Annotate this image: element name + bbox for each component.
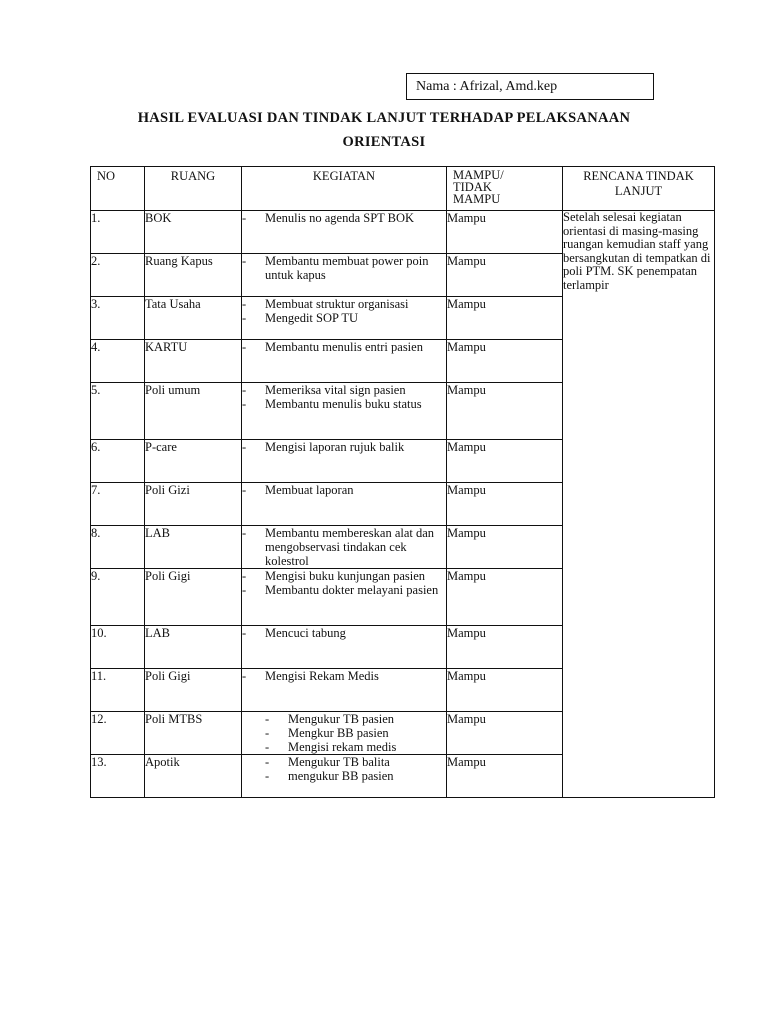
row-kegiatan bbox=[242, 669, 447, 712]
rencana-tindak-lanjut: Setelah selesai kegiatan orientasi di masing-masing ruangan kemudian staff yang bersangkutan di tempatkan di poli PTM. SK penempatan terlampir bbox=[563, 211, 715, 798]
row-mampu: Mampu bbox=[447, 712, 563, 755]
row-ruang: Poli umum bbox=[145, 383, 242, 440]
row-number: 9. bbox=[91, 569, 145, 626]
activity-list bbox=[242, 340, 446, 354]
activity-list bbox=[242, 569, 446, 597]
activity-list bbox=[242, 483, 446, 497]
header-ruang: RUANG bbox=[145, 167, 242, 211]
activity-list bbox=[242, 755, 446, 783]
activity-item: - Mengkur BB pasien bbox=[265, 726, 446, 740]
row-number: 4. bbox=[91, 340, 145, 383]
activity-item: - Mengukur TB pasien bbox=[265, 712, 446, 726]
activity-list bbox=[242, 440, 446, 454]
row-ruang: Ruang Kapus bbox=[145, 254, 242, 297]
activity-item: - mengukur BB pasien bbox=[265, 769, 446, 783]
row-mampu: Mampu bbox=[447, 297, 563, 340]
table-header-row bbox=[91, 167, 715, 211]
row-kegiatan bbox=[242, 383, 447, 440]
activity-item: - Memeriksa vital sign pasien bbox=[242, 383, 446, 397]
activity-item: - Menulis no agenda SPT BOK bbox=[242, 211, 446, 225]
header-no: NO bbox=[91, 167, 145, 211]
row-mampu: Mampu bbox=[447, 440, 563, 483]
row-kegiatan bbox=[242, 297, 447, 340]
row-number: 5. bbox=[91, 383, 145, 440]
header-kegiatan: KEGIATAN bbox=[242, 167, 447, 211]
activity-item: - Membantu membuat power poin untuk kapus bbox=[242, 254, 446, 282]
row-number: 2. bbox=[91, 254, 145, 297]
row-ruang: Apotik bbox=[145, 755, 242, 798]
activity-item: - Membantu dokter melayani pasien bbox=[242, 583, 446, 597]
row-kegiatan bbox=[242, 755, 447, 798]
row-mampu: Mampu bbox=[447, 626, 563, 669]
row-mampu: Mampu bbox=[447, 755, 563, 798]
title-line-2: ORIENTASI bbox=[342, 134, 426, 150]
row-ruang: Poli Gizi bbox=[145, 483, 242, 526]
table-row bbox=[91, 211, 715, 254]
title-line-1: HASIL EVALUASI DAN TINDAK LANJUT TERHADAP PELAKSANAAN bbox=[137, 110, 631, 126]
header-rencana: RENCANA TINDAK LANJUT bbox=[563, 167, 715, 211]
row-number: 13. bbox=[91, 755, 145, 798]
row-mampu: Mampu bbox=[447, 211, 563, 254]
row-kegiatan bbox=[242, 526, 447, 569]
activity-item: - Mengisi buku kunjungan pasien bbox=[242, 569, 446, 583]
activity-item: - Mengisi Rekam Medis bbox=[242, 669, 446, 683]
row-mampu: Mampu bbox=[447, 669, 563, 712]
row-kegiatan bbox=[242, 440, 447, 483]
header-mampu: MAMPU/ TIDAK MAMPU bbox=[447, 167, 563, 211]
row-mampu: Mampu bbox=[447, 526, 563, 569]
activity-item: - Mencuci tabung bbox=[242, 626, 446, 640]
row-ruang: Poli Gigi bbox=[145, 669, 242, 712]
activity-list bbox=[242, 297, 446, 325]
row-ruang: LAB bbox=[145, 626, 242, 669]
row-number: 8. bbox=[91, 526, 145, 569]
activity-list bbox=[242, 526, 446, 568]
row-kegiatan bbox=[242, 254, 447, 297]
activity-list bbox=[242, 626, 446, 640]
row-mampu: Mampu bbox=[447, 383, 563, 440]
row-number: 10. bbox=[91, 626, 145, 669]
row-number: 1. bbox=[91, 211, 145, 254]
name-box: Nama : Afrizal, Amd.kep bbox=[406, 73, 654, 100]
row-ruang: BOK bbox=[145, 211, 242, 254]
row-kegiatan bbox=[242, 626, 447, 669]
activity-item: - Membuat laporan bbox=[242, 483, 446, 497]
row-number: 6. bbox=[91, 440, 145, 483]
activity-item: - Membantu membereskan alat dan mengobservasi tindakan cek kolestrol bbox=[242, 526, 446, 568]
row-ruang: Poli Gigi bbox=[145, 569, 242, 626]
activity-item: - Membuat struktur organisasi bbox=[242, 297, 446, 311]
row-mampu: Mampu bbox=[447, 340, 563, 383]
row-mampu: Mampu bbox=[447, 483, 563, 526]
row-number: 11. bbox=[91, 669, 145, 712]
activity-item: - Mengedit SOP TU bbox=[242, 311, 446, 325]
row-kegiatan bbox=[242, 211, 447, 254]
activity-list bbox=[242, 383, 446, 411]
row-ruang: KARTU bbox=[145, 340, 242, 383]
row-kegiatan bbox=[242, 712, 447, 755]
activity-item: - Membantu menulis buku status bbox=[242, 397, 446, 411]
activity-item: - Mengukur TB balita bbox=[265, 755, 446, 769]
activity-list bbox=[242, 254, 446, 282]
row-number: 3. bbox=[91, 297, 145, 340]
row-kegiatan bbox=[242, 483, 447, 526]
activity-list bbox=[242, 669, 446, 683]
row-number: 12. bbox=[91, 712, 145, 755]
row-mampu: Mampu bbox=[447, 254, 563, 297]
activity-item: - Mengisi laporan rujuk balik bbox=[242, 440, 446, 454]
row-ruang: LAB bbox=[145, 526, 242, 569]
activity-list bbox=[242, 712, 446, 754]
row-kegiatan bbox=[242, 340, 447, 383]
document-title bbox=[80, 106, 688, 154]
row-ruang: Poli MTBS bbox=[145, 712, 242, 755]
row-kegiatan bbox=[242, 569, 447, 626]
table-body bbox=[91, 211, 715, 798]
row-number: 7. bbox=[91, 483, 145, 526]
activity-item: - Mengisi rekam medis bbox=[265, 740, 446, 754]
row-mampu: Mampu bbox=[447, 569, 563, 626]
row-ruang: Tata Usaha bbox=[145, 297, 242, 340]
row-ruang: P-care bbox=[145, 440, 242, 483]
evaluation-table bbox=[90, 166, 715, 798]
activity-list bbox=[242, 211, 446, 225]
activity-item: - Membantu menulis entri pasien bbox=[242, 340, 446, 354]
